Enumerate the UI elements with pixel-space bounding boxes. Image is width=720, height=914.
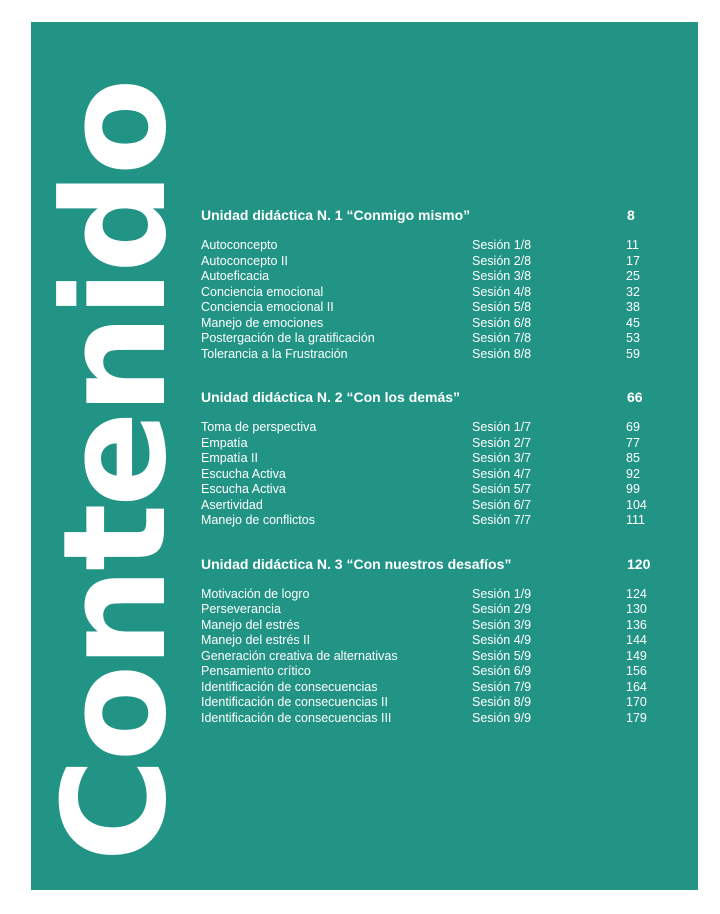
unit-title: Unidad didáctica N. 1 “Conmigo mismo” [201, 207, 471, 223]
unit-page-number: 120 [627, 555, 651, 572]
toc-row [201, 482, 651, 498]
session-label: Sesión 3/7 [472, 451, 532, 465]
unit-header [201, 388, 651, 406]
toc-row [201, 269, 651, 285]
topic-label: Autoconcepto [201, 238, 278, 252]
topic-label: Autoeficacia [201, 269, 270, 283]
page-number: 130 [626, 602, 647, 616]
toc-row [201, 680, 651, 696]
toc-row [201, 285, 651, 301]
toc-row [201, 254, 651, 270]
page-number: 17 [626, 253, 640, 268]
session-label: Sesión 6/7 [472, 497, 532, 512]
toc-row [201, 664, 651, 680]
session-label: Sesión 5/8 [472, 300, 532, 314]
topic-label: Pensamiento crítico [201, 664, 311, 678]
topic-label: Conciencia emocional [201, 284, 324, 299]
page-number: 111 [626, 513, 646, 527]
topic-label: Generación creativa de alternativas [201, 648, 398, 663]
topic-label: Toma de perspectiva [201, 420, 317, 434]
toc-row [201, 436, 651, 452]
topic-label: Perseverancia [201, 602, 281, 616]
toc-row [201, 695, 651, 711]
page-number: 59 [626, 346, 640, 361]
toc-row [201, 238, 651, 254]
topic-label: Manejo de conflictos [201, 513, 315, 527]
toc-row [201, 420, 651, 436]
page-number: 38 [626, 300, 640, 314]
topic-label: Motivación de logro [201, 586, 310, 601]
unit-title: Unidad didáctica N. 3 “Con nuestros desafíos” [201, 555, 512, 572]
topic-label: Postergación de la gratificación [201, 331, 375, 345]
session-label: Sesión 7/7 [472, 513, 532, 527]
toc-unit-3 [201, 555, 651, 727]
page-number: 11 [626, 238, 639, 252]
table-of-contents [201, 206, 651, 752]
session-label: Sesión 9/9 [472, 710, 532, 725]
session-label: Sesión 2/9 [472, 602, 532, 616]
session-label: Sesión 3/9 [472, 617, 532, 632]
session-label: Sesión 3/8 [472, 269, 532, 283]
topic-label: Manejo del estrés [201, 617, 300, 632]
toc-row [201, 498, 651, 514]
toc-row [201, 451, 651, 467]
toc-row [201, 300, 651, 316]
topic-label: Manejo de emociones [201, 315, 324, 330]
page-number: 53 [626, 331, 640, 345]
session-label: Sesión 2/8 [472, 253, 532, 268]
toc-row [201, 633, 651, 649]
session-label: Sesión 7/8 [472, 331, 532, 345]
topic-label: Escucha Activa [201, 466, 286, 481]
session-label: Sesión 1/7 [472, 420, 532, 434]
session-label: Sesión 1/8 [472, 238, 532, 252]
toc-unit-1 [201, 206, 651, 362]
page-title: Contenido [33, 81, 198, 862]
toc-row [201, 649, 651, 665]
toc-row [201, 347, 651, 363]
session-label: Sesión 6/8 [472, 315, 532, 330]
topic-label: Manejo del estrés II [201, 633, 311, 647]
topic-label: Autoconcepto II [201, 253, 288, 268]
page-number: 45 [626, 315, 640, 330]
page-number: 170 [626, 695, 647, 709]
page-number: 156 [626, 664, 647, 678]
session-label: Sesión 4/9 [472, 633, 532, 647]
session-label: Sesión 1/9 [472, 586, 532, 601]
page-number: 104 [626, 497, 647, 512]
unit-header [201, 206, 651, 224]
session-label: Sesión 7/9 [472, 679, 532, 694]
session-label: Sesión 2/7 [472, 435, 532, 450]
toc-row [201, 316, 651, 332]
page-number: 149 [626, 648, 647, 663]
topic-label: Conciencia emocional II [201, 300, 334, 314]
topic-label: Identificación de consecuencias II [201, 695, 388, 709]
toc-unit-2 [201, 388, 651, 529]
topic-label: Identificación de consecuencias III [201, 710, 392, 725]
page-number: 124 [626, 586, 647, 601]
topic-label: Empatía [201, 435, 248, 450]
page-number: 25 [626, 269, 640, 283]
page-number: 77 [626, 435, 640, 450]
topic-label: Identificación de consecuencias [201, 679, 378, 694]
page-number: 144 [626, 633, 647, 647]
page-number: 32 [626, 284, 640, 299]
topic-label: Escucha Activa [201, 482, 286, 496]
toc-row [201, 587, 651, 603]
toc-row [201, 618, 651, 634]
session-label: Sesión 4/7 [472, 466, 532, 481]
unit-header [201, 555, 651, 573]
page-number: 99 [626, 482, 640, 496]
unit-page-number: 66 [627, 389, 643, 405]
page-number: 179 [626, 710, 647, 725]
topic-label: Empatía II [201, 451, 258, 465]
page-number: 85 [626, 451, 640, 465]
session-label: Sesión 6/9 [472, 664, 532, 678]
toc-row [201, 467, 651, 483]
toc-row [201, 331, 651, 347]
session-label: Sesión 8/9 [472, 695, 532, 709]
toc-row [201, 602, 651, 618]
session-label: Sesión 5/7 [472, 482, 532, 496]
content-panel [31, 22, 698, 890]
topic-label: Tolerancia a la Frustración [201, 346, 348, 361]
page-number: 136 [626, 617, 647, 632]
toc-row [201, 711, 651, 727]
unit-title: Unidad didáctica N. 2 “Con los demás” [201, 389, 461, 405]
session-label: Sesión 8/8 [472, 346, 532, 361]
topic-label: Asertividad [201, 497, 263, 512]
session-label: Sesión 5/9 [472, 648, 532, 663]
page-number: 164 [626, 679, 647, 694]
unit-page-number: 8 [627, 207, 635, 223]
page-number: 69 [626, 420, 640, 434]
session-label: Sesión 4/8 [472, 284, 532, 299]
toc-row [201, 513, 651, 529]
page-number: 92 [626, 466, 640, 481]
